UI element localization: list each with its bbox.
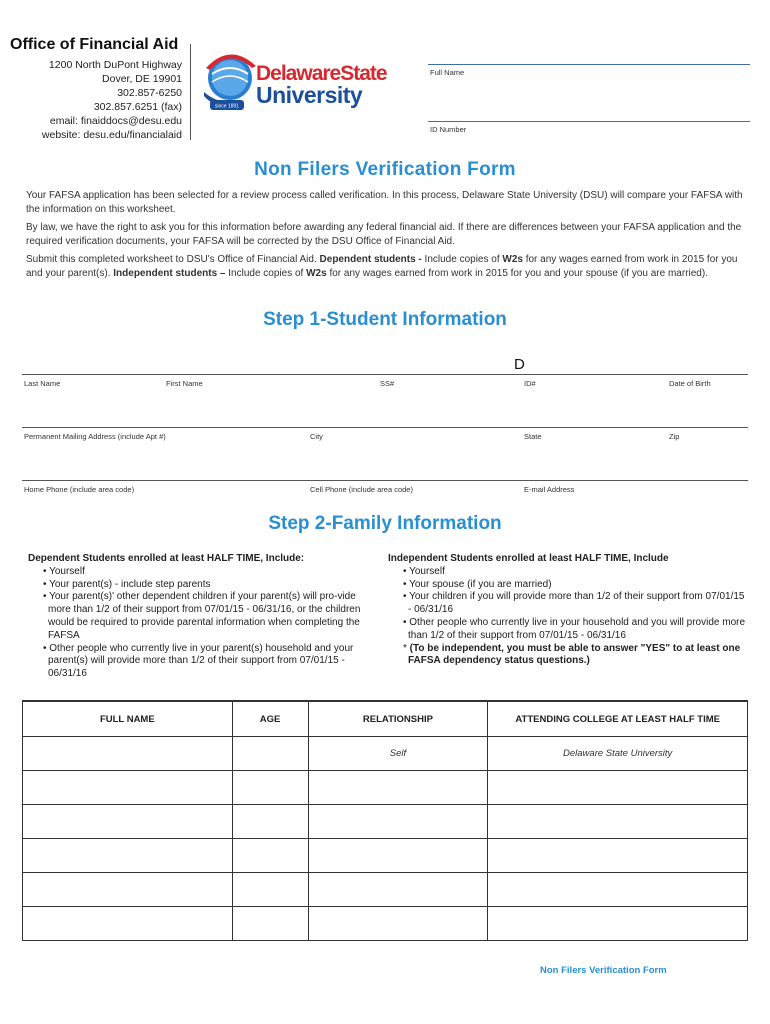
address-street: 1200 North DuPont Highway	[48, 59, 182, 71]
table-row	[23, 737, 748, 771]
university-logo	[200, 48, 415, 118]
table-row	[23, 771, 748, 805]
col-age: AGE	[232, 701, 308, 737]
id-number-label: ID Number	[430, 125, 467, 134]
list-item: • Your children if you will provide more than 1/2 of their support from 07/01/15 - 06/31/16	[403, 591, 745, 616]
table-cell[interactable]	[232, 873, 308, 907]
col-relationship: RELATIONSHIP	[308, 701, 488, 737]
first-name-label: First Name	[166, 379, 203, 388]
table-cell[interactable]	[23, 873, 233, 907]
fax: 302.857.6251 (fax)	[93, 101, 182, 113]
table-cell[interactable]	[232, 805, 308, 839]
logo-line1: DelawareState	[256, 62, 387, 85]
step2-title: Step 2-Family Information	[268, 513, 502, 534]
table-cell[interactable]	[232, 737, 308, 771]
address-city: Dover, DE 19901	[102, 73, 182, 85]
table-cell[interactable]	[23, 737, 233, 771]
list-item: • Yourself	[43, 565, 85, 577]
home-phone-label: Home Phone (include area code)	[24, 485, 135, 494]
phone: 302.857-6250	[117, 87, 182, 99]
table-row	[23, 907, 748, 941]
table-row	[23, 873, 748, 907]
col-attending-college: ATTENDING COLLEGE AT LEAST HALF TIME	[488, 701, 748, 737]
full-name-label: Full Name	[430, 68, 465, 77]
list-item: • Your spouse (if you are married)	[403, 578, 552, 590]
row3-line[interactable]	[22, 480, 748, 481]
logo-line2: University	[256, 82, 363, 108]
table-row	[23, 805, 748, 839]
svg-text:since 1891: since 1891	[214, 103, 240, 110]
header-divider	[190, 44, 191, 140]
table-cell[interactable]	[488, 771, 748, 805]
table-cell[interactable]	[488, 805, 748, 839]
table-cell[interactable]	[232, 839, 308, 873]
table-row	[23, 839, 748, 873]
list-item: • Other people who currently live in your household and you will provide more than 1/2 of their support from 07/01/15 - 06/31/16	[403, 616, 746, 641]
family-table	[22, 700, 748, 941]
id-number-line[interactable]	[428, 121, 750, 122]
address-label: Permanent Mailing Address (include Apt #)	[24, 432, 166, 441]
intro-paragraph-1: Your FAFSA application has been selected for a review process called verification. In this process, Delaware State University (DSU) will compare your FAFSA with the information on this worksheet.	[26, 190, 743, 215]
table-cell[interactable]	[23, 907, 233, 941]
table-cell[interactable]	[23, 771, 233, 805]
email-address-label: E-mail Address	[524, 485, 575, 494]
step1-title: Step 1-Student Information	[263, 309, 507, 330]
table-cell[interactable]	[308, 907, 488, 941]
last-name-label: Last Name	[24, 379, 61, 388]
table-header-row	[23, 701, 748, 737]
dependent-column	[28, 553, 380, 681]
intro-paragraph-2: By law, we have the right to ask you for this information before awarding any federal financial aid. If there are differences between your FAFSA application and the required verification documents, your FAFSA will be corrected by the DSU Office of Financial Aid.	[26, 222, 742, 247]
list-item: • Yourself	[403, 565, 445, 577]
row1-line[interactable]	[22, 374, 748, 375]
email: email: finaiddocs@desu.edu	[49, 115, 182, 127]
dependent-heading: Dependent Students enrolled at least HALF TIME, Include:	[28, 553, 305, 564]
state-label: State	[524, 432, 542, 441]
ssn-label: SS#	[380, 379, 395, 388]
col-full-name: FULL NAME	[23, 701, 233, 737]
list-item: • Your parent(s) - include step parents	[43, 578, 211, 590]
full-name-line[interactable]	[428, 64, 750, 65]
list-item: • Your parent(s)' other dependent children if your parent(s) will pro-vide more than 1/2 of their support from 07/01/15 - 06/31/16, or the children would be required to provide parental information when completing the FAFSA	[43, 591, 361, 641]
globe-logo-icon	[200, 48, 415, 118]
table-cell[interactable]	[308, 805, 488, 839]
table-cell[interactable]	[488, 839, 748, 873]
table-cell[interactable]	[23, 805, 233, 839]
dob-label: Date of Birth	[669, 379, 711, 388]
id-label: ID#	[524, 379, 536, 388]
row2-line[interactable]	[22, 427, 748, 428]
website: website: desu.edu/financialaid	[41, 129, 182, 141]
table-cell[interactable]	[308, 771, 488, 805]
table-cell[interactable]	[23, 839, 233, 873]
footer-title: Non Filers Verification Form	[540, 965, 667, 976]
id-prefix: D	[514, 356, 525, 373]
table-cell[interactable]: Self	[308, 737, 488, 771]
table-cell[interactable]: Delaware State University	[488, 737, 748, 771]
table-cell[interactable]	[308, 873, 488, 907]
table-cell[interactable]	[308, 839, 488, 873]
form-title: Non Filers Verification Form	[254, 159, 516, 180]
list-item: • Other people who currently live in your parent(s) household and your parent(s) will provide more than 1/2 of their support from 07/01/15 - 06/31/16	[43, 642, 354, 680]
cell-phone-label: Cell Phone (include area code)	[310, 485, 413, 494]
office-title: Office of Financial Aid	[10, 36, 179, 53]
table-cell[interactable]	[488, 907, 748, 941]
independence-note: * (To be independent, you must be able to answer "YES" to at least one FAFSA dependency status questions.)	[403, 642, 741, 667]
table-cell[interactable]	[232, 771, 308, 805]
table-cell[interactable]	[488, 873, 748, 907]
independent-column	[388, 553, 748, 668]
independent-heading: Independent Students enrolled at least HALF TIME, Include	[388, 553, 669, 564]
zip-label: Zip	[669, 432, 680, 441]
city-label: City	[310, 432, 323, 441]
intro-paragraph-3: Submit this completed worksheet to DSU's Office of Financial Aid. Dependent students - Include copies of W2s for any wages earned from work in 2015 for you and your parent(s). Independent students – Include copies of W2s for any wages earned from work in 2015 for you and your spouse (if you are married).	[26, 254, 738, 279]
table-cell[interactable]	[232, 907, 308, 941]
